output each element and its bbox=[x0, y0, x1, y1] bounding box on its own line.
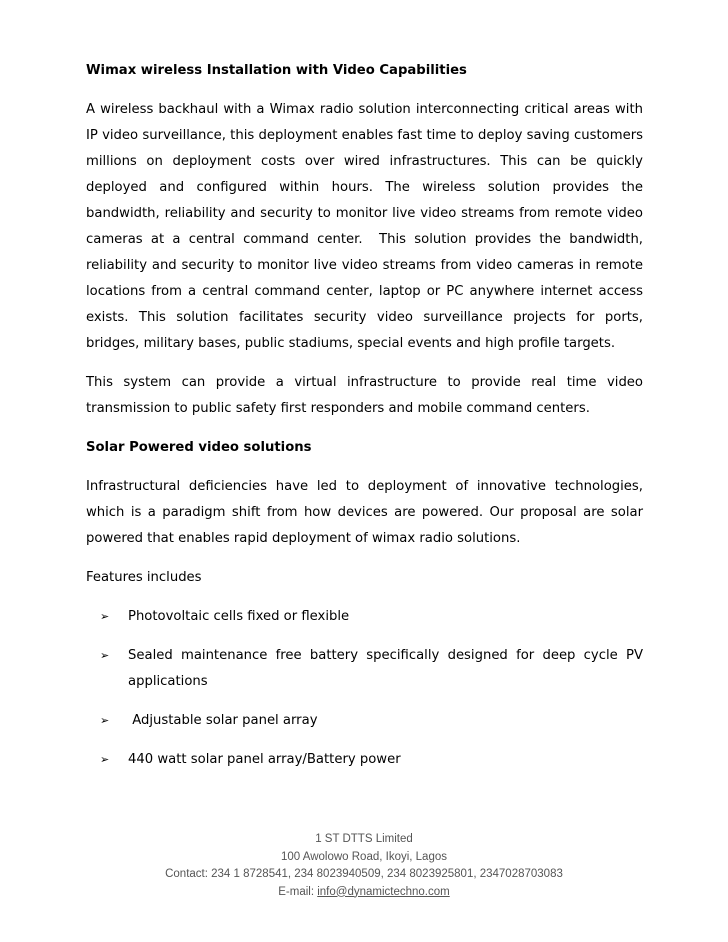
arrow-bullet-icon: ➢ bbox=[100, 714, 110, 727]
arrow-bullet-icon: ➢ bbox=[100, 649, 110, 662]
footer-email-label: E-mail: bbox=[278, 885, 318, 898]
infrastructure-paragraph: This system can provide a virtual infrastructure to provide real time video transmission to public safety first responders and mobile command centers. bbox=[86, 375, 643, 416]
list-item bbox=[86, 604, 643, 630]
solar-paragraph: Infrastructural deficiencies have led to deployment of innovative technologies, which is a paradigm shift from how devices are powered. Our proposal are solar powered that enables rapid deployment of wimax radio solutions. bbox=[86, 479, 643, 546]
arrow-bullet-icon: ➢ bbox=[100, 753, 110, 766]
list-item bbox=[86, 708, 643, 734]
footer-email-line bbox=[0, 884, 728, 902]
document-body bbox=[86, 58, 643, 786]
feature-text: Sealed maintenance free battery specifically designed for deep cycle PV applications bbox=[128, 648, 643, 689]
footer-contact: Contact: 234 1 8728541, 234 8023940509, 234 8023925801, 2347028703083 bbox=[165, 868, 563, 880]
footer-address: 100 Awolowo Road, Ikoyi, Lagos bbox=[280, 850, 447, 863]
features-list bbox=[86, 604, 643, 773]
page-footer bbox=[0, 831, 728, 901]
list-item bbox=[86, 747, 643, 773]
feature-text: 440 watt solar panel array/Battery power bbox=[128, 752, 401, 767]
feature-text: Photovoltaic cells fixed or flexible bbox=[128, 609, 350, 624]
intro-paragraph: A wireless backhaul with a Wimax radio solution interconnecting critical areas with IP video surveillance, this deployment enables fast time to deploy saving customers millions on deployment costs over wired infrastructures. This can be quickly deployed and configured within hours. The wireless solution provides the bandwidth, reliability and security to monitor live video streams from remote video cameras at a central command center. This solution provides the bandwidth, reliability and security to monitor live video streams from video cameras in remote locations from a central command center, laptop or PC anywhere internet access exists. This solution facilitates security video surveillance projects for ports, bridges, military bases, public stadiums, special events and high profile targets. bbox=[86, 102, 643, 351]
features-intro: Features includes bbox=[86, 570, 202, 585]
feature-text: Adjustable solar panel array bbox=[128, 713, 318, 728]
footer-company: 1 ST DTTS Limited bbox=[315, 833, 413, 845]
list-item bbox=[86, 643, 643, 695]
document-title: Wimax wireless Installation with Video Capabilities bbox=[86, 63, 467, 78]
email-link[interactable]: info@dynamictechno.com bbox=[317, 885, 450, 898]
arrow-bullet-icon: ➢ bbox=[100, 610, 110, 623]
section-heading: Solar Powered video solutions bbox=[86, 440, 312, 455]
